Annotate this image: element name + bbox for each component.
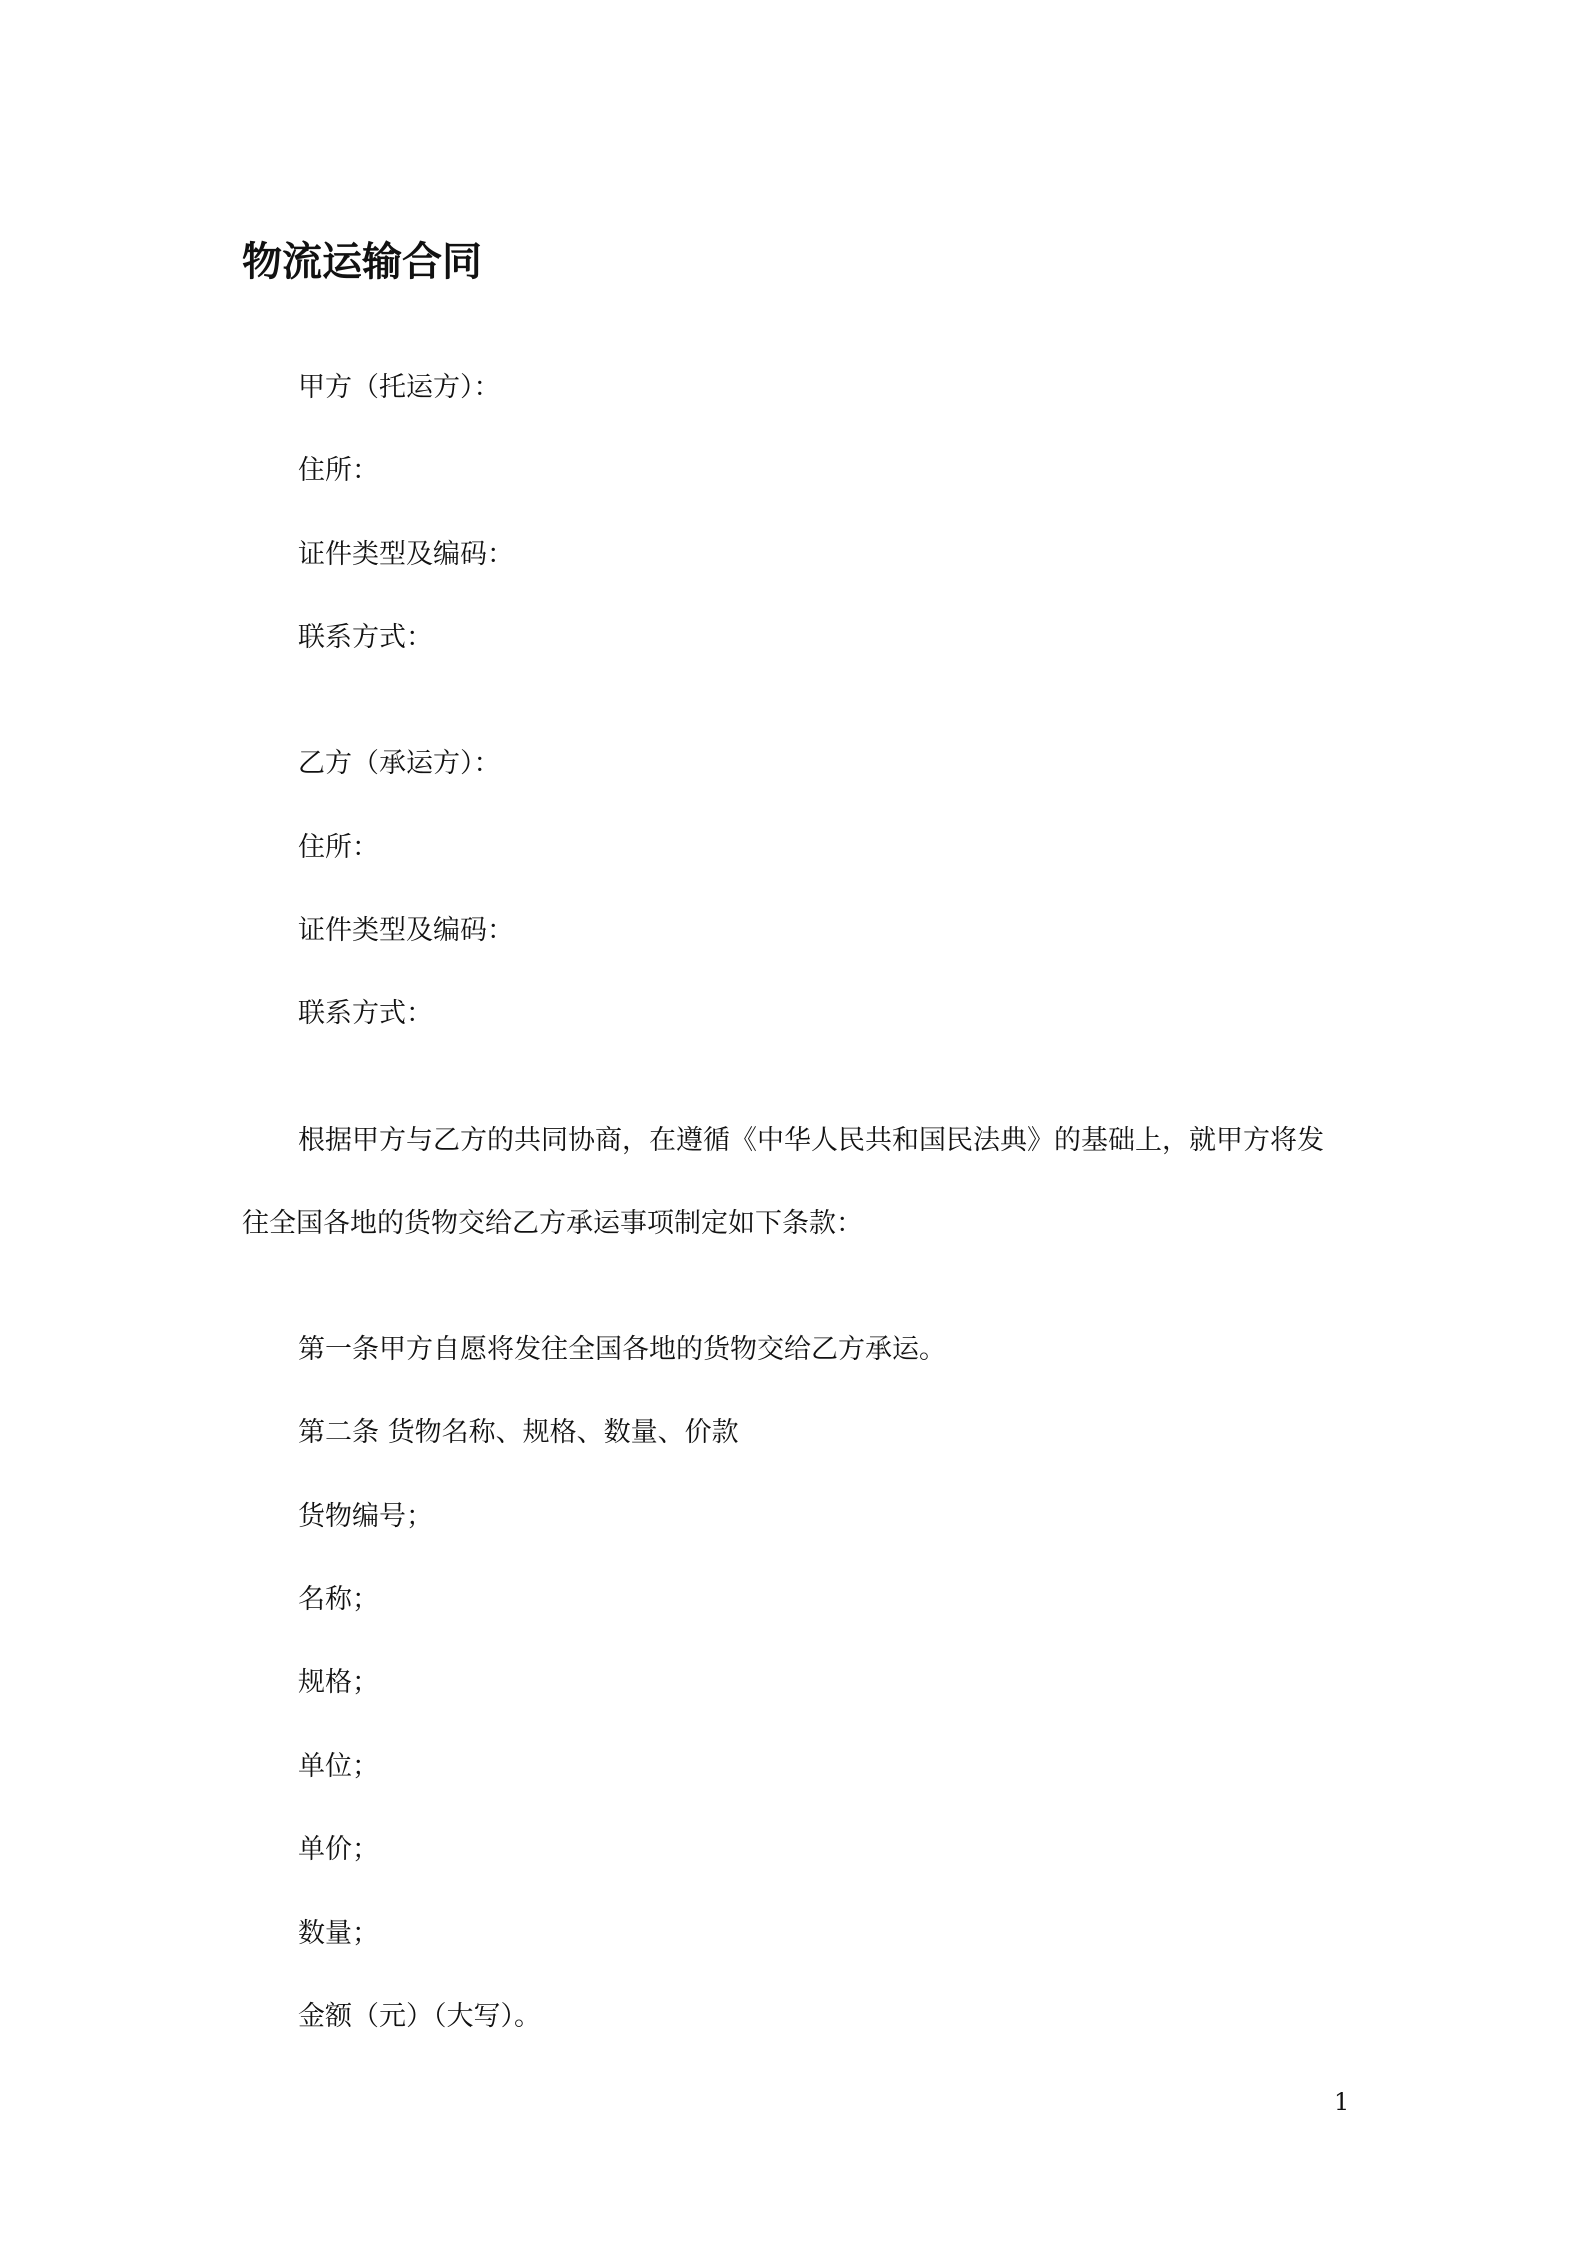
preamble-line-1: 根据甲方与乙方的共同协商，在遵循《中华人民共和国民法典》的基础上，就甲方将发 xyxy=(298,1125,1324,1156)
page-number: 1 xyxy=(1334,2088,1350,2116)
article-1: 第一条甲方自愿将发往全国各地的货物交给乙方承运。 xyxy=(298,1334,946,1365)
goods-unit-price-field: 单价； xyxy=(298,1834,379,1865)
party-b-address: 住所： xyxy=(298,832,379,863)
goods-quantity-field: 数量； xyxy=(298,1918,379,1949)
goods-number-field: 货物编号； xyxy=(298,1501,433,1532)
goods-spec-field: 规格； xyxy=(298,1667,379,1698)
preamble-line-2: 往全国各地的货物交给乙方承运事项制定如下条款： xyxy=(242,1208,863,1239)
party-a-heading: 甲方（托运方）： xyxy=(298,372,501,403)
party-a-contact: 联系方式： xyxy=(298,622,433,653)
article-2: 第二条 货物名称、规格、数量、价款 xyxy=(298,1417,739,1448)
party-a-address: 住所： xyxy=(298,455,379,486)
party-a-id: 证件类型及编码： xyxy=(298,539,514,570)
goods-amount-field: 金额（元）（大写）。 xyxy=(298,2001,541,2032)
goods-unit-field: 单位； xyxy=(298,1751,379,1782)
party-b-contact: 联系方式： xyxy=(298,998,433,1029)
party-b-id: 证件类型及编码： xyxy=(298,915,514,946)
goods-name-field: 名称； xyxy=(298,1584,379,1615)
document-title: 物流运输合同 xyxy=(242,239,482,285)
party-b-heading: 乙方（承运方）： xyxy=(298,748,501,779)
